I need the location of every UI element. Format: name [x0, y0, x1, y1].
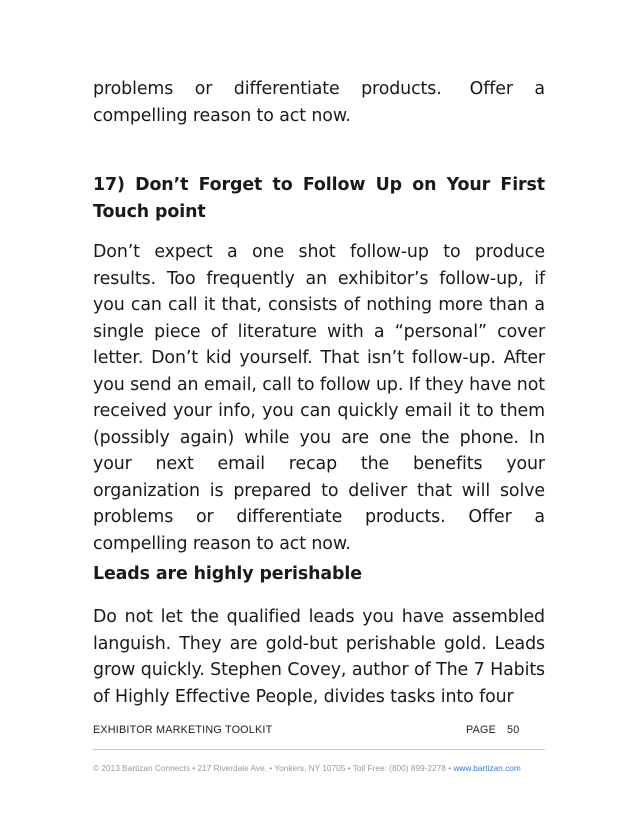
- section-heading-follow-up-text: 17) Don’t Forget to Follow Up on Your First Touch point: [93, 175, 545, 222]
- footer-page-label: PAGE: [466, 724, 497, 736]
- paragraph-leads-text: Do not let the qualified leads you have assembled languish. They are gold-but perishable gold. Leads grow quickly. Stephen Covey, author of The 7 Habits of Highly Effective People, divides tasks into four: [93, 607, 545, 707]
- footer-copyright-text: © 2013 Bartizan Connects • 217 Riverdale Ave. • Yonkers, NY 10705 • Toll Free: (800) 899-2278 •: [93, 763, 452, 773]
- footer-page-number: 50: [507, 724, 520, 736]
- section-heading-leads-text: Leads are highly perishable: [93, 564, 362, 584]
- paragraph-follow-up-text: Don’t expect a one shot follow-up to produce results. Too frequently an exhibitor’s follow-up, if you can call it that, consists of nothing more than a single piece of literature with a “personal” cover letter. Don’t kid yourself. That isn’t follow-up. After you send an email, call to follow up. If they have not received your info, you can quickly email it to them (possibly again) while you are one the phone. In your next email recap the benefits your organization is prepared to deliver that will solve problems or differentiate products. Offer a compelling reason to act now.: [93, 242, 545, 554]
- footer-copyright: [93, 763, 553, 773]
- paragraph-follow-up: [93, 239, 545, 557]
- section-heading-leads: [93, 561, 545, 588]
- footer-document-title: EXHIBITOR MARKETING TOOLKIT: [93, 724, 273, 736]
- paragraph-continuation: [93, 76, 545, 129]
- paragraph-continuation-part2: Offer a compelling reason to act now.: [93, 79, 545, 126]
- section-heading-follow-up: [93, 172, 545, 225]
- paragraph-continuation-part1: problems or differentiate products.: [93, 79, 442, 99]
- footer-website-link[interactable]: www.bartizan.com: [453, 763, 521, 773]
- footer-divider: [93, 749, 545, 750]
- paragraph-leads: [93, 604, 545, 710]
